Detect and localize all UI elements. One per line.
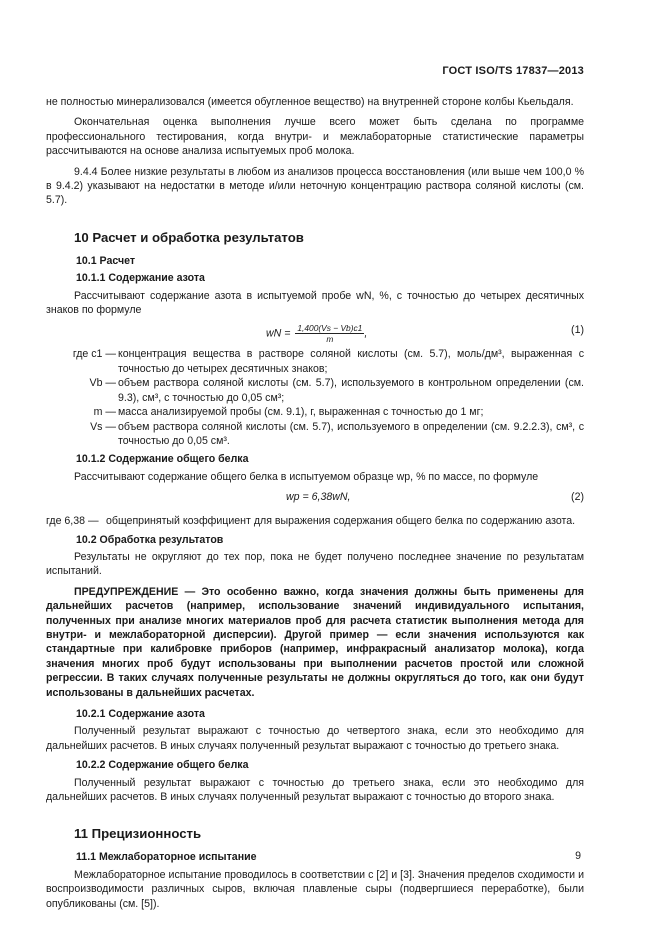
definition-symbol: Vb — [89,377,116,390]
formula-2 [46,488,584,508]
standard-header: ГОСТ ISO/TS 17837—2013 [442,65,584,77]
subsection-10-1-2-heading: 10.1.2 Содержание общего белка [76,453,249,466]
paragraph: Полученный результат выражают с точностью до третьего знака, если это необходимо для дальнейших расчетов. В иных случаях полученный результат выражают с точностью до второго знака. [46,776,584,804]
subsection-10-1-heading: 10.1 Расчет [76,254,136,267]
formula-1-denominator: m [326,334,334,345]
formula-1-expression: wN = $\frac{1,400(Vs - Vb)c1}{m}$ , [266,323,368,345]
paragraph: Окончательная оценка выполнения лучше всего может быть сделана по программе профессионального тестирования, когда внутри- и межлабораторные статистические параметры рассчитываются на основе анализа испытуемых проб молока. [46,116,584,158]
section-10-heading: 10 Расчет и обработка результатов [74,229,304,245]
document-body [46,95,584,911]
definition-text: объем раствора соляной кислоты (см. 5.7), используемого в определении (см. 9.2.2.3), см³, с точностью до 0,05 см³. [118,420,584,447]
formula-1-lhs: wN = [266,327,291,340]
definition-text: общепринятый коэффициент для выражения содержания общего белка по содержанию азота. [106,515,576,528]
subsection-10-2-1-heading: 10.2.1 Содержание азота [76,708,205,720]
formula-2-number: (2) [571,491,584,504]
paragraph: Рассчитывают содержание азота в испытуемой пробе wN, %, с точностью до четырех десятичных знаков по формуле [46,289,584,317]
paragraph: Межлабораторное испытание проводилось в соответствии с [2] и [3]. Значения пределов сходимости и воспроизводимости различных сыров, включая плавленые сыры (подвергшиеся переработке), были опубликованы (см. [5]). [46,868,584,910]
formula-1 [46,321,584,345]
definition-item [46,514,584,528]
subsection-10-2-2-heading: 10.2.2 Содержание общего белка [76,759,249,772]
definition-text: объем раствора соляной кислоты (см. 5.7), используемого в контрольном определении (см. 9.3), см³, с точностью до 0,05 см³; [118,377,584,404]
definition-symbol: где 6,38 — [46,515,99,528]
paragraph: Полученный результат выражают с точностью до четвертого знака, если это необходимо для дальнейших расчетов. В иных случаях полученный результат выражают с точностью до третьего знака. [46,725,584,752]
subsection-10-2-heading: 10.2 Обработка результатов [76,533,224,546]
paragraph: не полностью минерализовался (имеется обугленное вещество) на внутренней стороне колбы Кьельдаля. [46,96,574,108]
formula-1-number: (1) [571,324,584,337]
formula-2-expression: wp = 6,38wN, [286,491,351,504]
definition-symbol: m — [93,406,116,419]
definition-text: масса анализируемой пробы (см. 9.1), г, выраженная с точностью до 1 мг; [118,406,484,419]
definition-item [46,347,584,376]
paragraph: 9.4.4 Более низкие результаты в любом из анализов процесса восстановления (или выше чем 100,0 % в 9.4.2) указывают на недостатки в методе и/или неточную концентрацию раствора соляной кислоты (см. 5.7). [46,165,584,207]
definition-symbol: Vs — [90,420,116,433]
subsection-11-1-heading: 11.1 Межлабораторное испытание [76,851,257,864]
paragraph: Рассчитывают содержание общего белка в испытуемом образце wp, % по массе, по формуле [74,470,539,483]
warning-paragraph: ПРЕДУПРЕЖДЕНИЕ — Это особенно важно, когда значения должны быть применены для дальнейших расчетов (например, использование значений индивидуального испытания, полученных при анализе многих материалов проб для расчета статистик выполнения метода для внутри- и межлабораторной дисперсии). Другой пример — если значения используются как стандартные при калибровке приборов (например, инфракрасный анализатор молока), когда значения многих проб будут использованы при выполнении расчетов простой или сложной регрессии. В таких случаях полученные результаты не должны округляться до того, как они будут использованы в дальнейших расчетах. [46,585,584,699]
paragraph: Результаты не округляют до тех пор, пока не будет получено последнее значение по результатам испытаний. [46,550,584,578]
formula-1-fraction [295,323,364,344]
formula-1-definitions [46,347,584,448]
definition-item [46,376,584,405]
subsection-10-1-1-heading: 10.1.1 Содержание азота [76,272,205,285]
formula-1-numerator: 1,400(Vs − Vb)c1 [297,323,363,334]
definition-text: концентрация вещества в растворе соляной кислоты (см. 5.7), моль/дм³, выраженная с точностью до четырех десятичных знаков; [118,348,584,375]
section-11-heading: 11 Прецизионность [74,826,202,842]
definition-symbol: где c1 — [72,348,116,361]
definition-item [46,405,584,419]
definition-item [46,420,584,449]
page-number: 9 [575,850,581,862]
